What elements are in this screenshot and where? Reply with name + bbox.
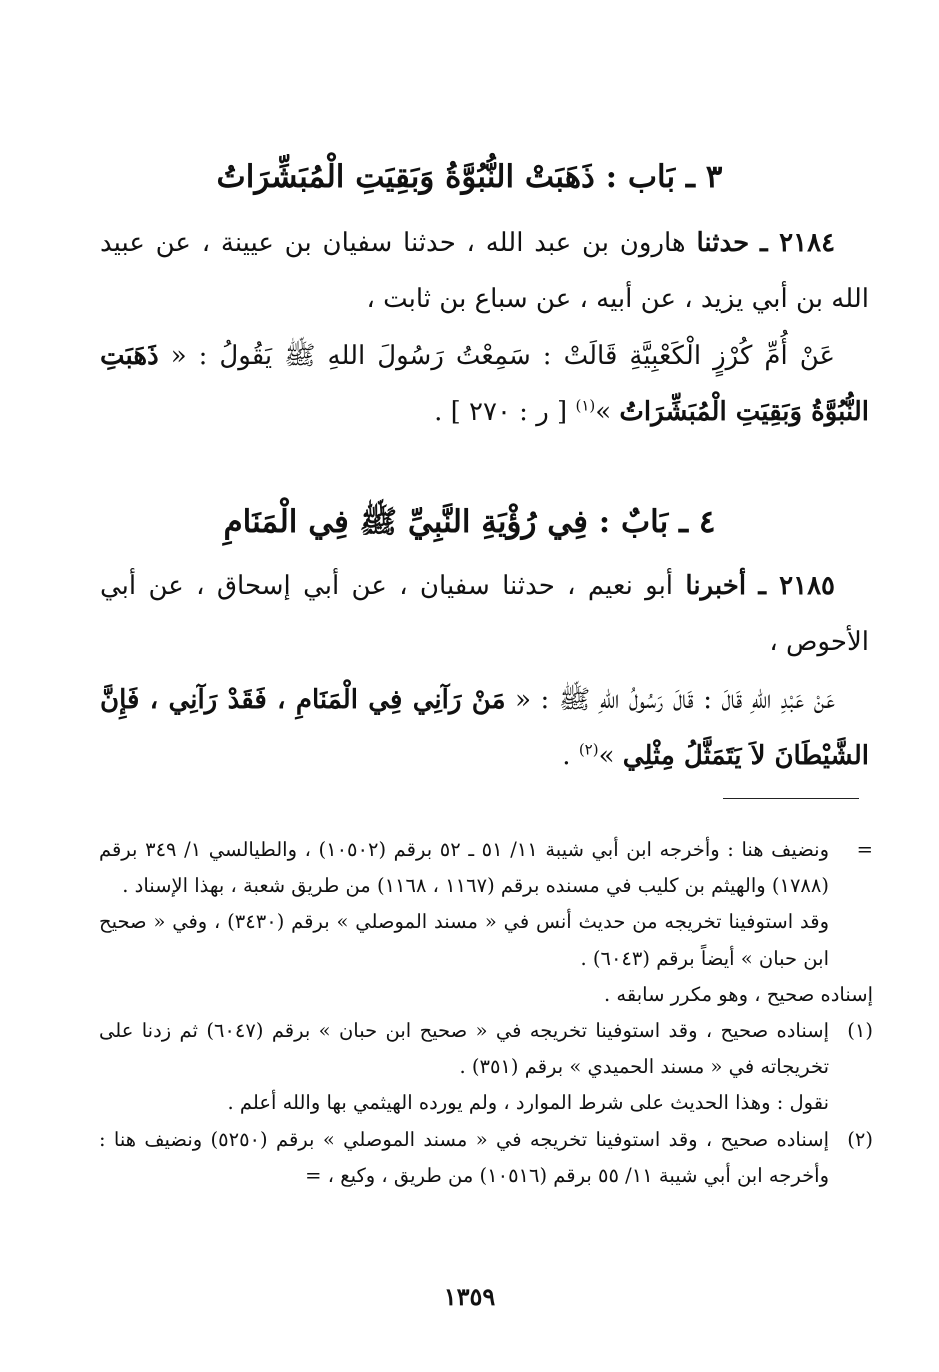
footnote-continuation xyxy=(99,832,873,977)
quote-close: » xyxy=(598,741,615,771)
cross-reference: [ ر : ٢٧٠ ] . xyxy=(434,397,568,427)
hadith-number: ٢١٨٥ ـ xyxy=(758,571,835,601)
footnote-ref-1: (١) xyxy=(575,396,596,415)
hadith-quote: ذَهَبَتِ النُّبُوَّةُ وَبَقِيَتِ الْمُبَشِّرَاتُ xyxy=(100,341,869,427)
footnote-paragraph: نقول : وهذا الحديث على شرط الموارد ، ولم يورده الهيثمي بها والله أعلم . xyxy=(227,1091,829,1115)
chapter-heading-3: ٣ ـ بَاب : ذَهَبَتْ النُّبُوَّةُ وَبَقِيَتِ الْمُبَشِّرَاتُ xyxy=(216,159,723,195)
continuation-marker: = xyxy=(856,838,873,861)
chain-text: أبو نعيم ، حدثنا سفيان ، عن أبي إسحاق ، عن أبي الأحوص ، xyxy=(100,571,869,657)
footnote-continuation-final xyxy=(99,977,873,1013)
hadith-2185-text xyxy=(100,672,869,784)
footnote-paragraph: وقد استوفينا تخريجه من حديث أنس في « مسند الموصلي » برقم (٣٤٣٠) ، وفي « صحيح ابن حبان » أيضاً برقم (٦٠٤٣) . xyxy=(99,910,829,970)
quote-close: » xyxy=(595,397,612,427)
footnote-paragraph: إسناده صحيح ، وقد استوفينا تخريجه في « مسند الموصلي » برقم (٥٢٥٠) ونضيف هنا : وأخرجه ابن أبي شيبة ١١/ ٥٥ برقم (١٠٥١٦) من طريق ، وكيع ، = xyxy=(99,1127,829,1187)
footnote-1 xyxy=(99,1013,873,1122)
page-number: ١٣٥٩ xyxy=(443,1282,496,1311)
footnote-paragraph: ونضيف هنا : وأخرجه ابن أبي شيبة ١١/ ٥١ ـ ٥٢ برقم (١٠٥٠٢) ، والطيالسي ١/ ٣٤٩ برقم (١٧٨٨) والهيثم بن كليب في مسنده برقم (١١٦٧ ، ١١٦٨) من طريق شعبة ، بهذا الإسناد . xyxy=(99,838,829,898)
chain-text: هارون بن عبد الله ، حدثنا سفيان بن عيينة ، عن عبيد الله بن أبي يزيد ، عن أبيه ، عن سباع بن ثابت ، xyxy=(100,228,869,314)
hadith-2184-chain xyxy=(100,215,869,327)
hadith-number: ٢١٨٤ ـ xyxy=(759,228,836,258)
hadith-2184-text xyxy=(100,328,869,440)
footnote-paragraph: إسناده صحيح ، وقد استوفينا تخريجه في « صحيح ابن حبان » برقم (٦٠٤٧) ثم زدنا على تخريجاته في « مسند الحميدي » برقم (٣٥١) . xyxy=(99,1019,829,1079)
footnotes xyxy=(99,832,873,1194)
chain-lead: أخبرنا xyxy=(685,571,747,601)
footnote-marker: (٢) xyxy=(847,1127,873,1151)
end-mark: . xyxy=(562,741,571,771)
footnote-2 xyxy=(99,1122,873,1194)
footnote-ref-2: (٢) xyxy=(578,740,599,759)
hadith-2185-chain xyxy=(100,558,869,670)
chapter-heading-4: ٤ ـ بَابٌ : فِي رُؤْيَةِ النَّبِيِّ ﷺ فِي الْمَنَامِ xyxy=(223,504,716,540)
narrator-text: عَنْ عَبْدِ اللهِ قَالَ : قَالَ رَسُولُ اللهِ ﷺ : « xyxy=(515,685,836,715)
narrator-text: عَنْ أُمِّ كُرْزٍ الْكَعْبِيَّةِ قَالَتْ : سَمِعْتُ رَسُولَ اللهِ ﷺ يَقُولُ : « xyxy=(170,341,835,371)
footnote-marker: (١) xyxy=(847,1019,873,1043)
footnote-paragraph: إسناده صحيح ، وهو مكرر سابقه . xyxy=(604,982,873,1006)
hadith-quote: مَنْ رَآنِي فِي الْمَنَامِ ، فَقَدْ رَآنِي ، فَإِنَّ الشَّيْطَانَ لاَ يَتَمَثَّلُ مِثْلِي xyxy=(100,685,869,771)
footnote-separator xyxy=(723,798,859,799)
chain-lead: حدثنا xyxy=(696,228,750,258)
